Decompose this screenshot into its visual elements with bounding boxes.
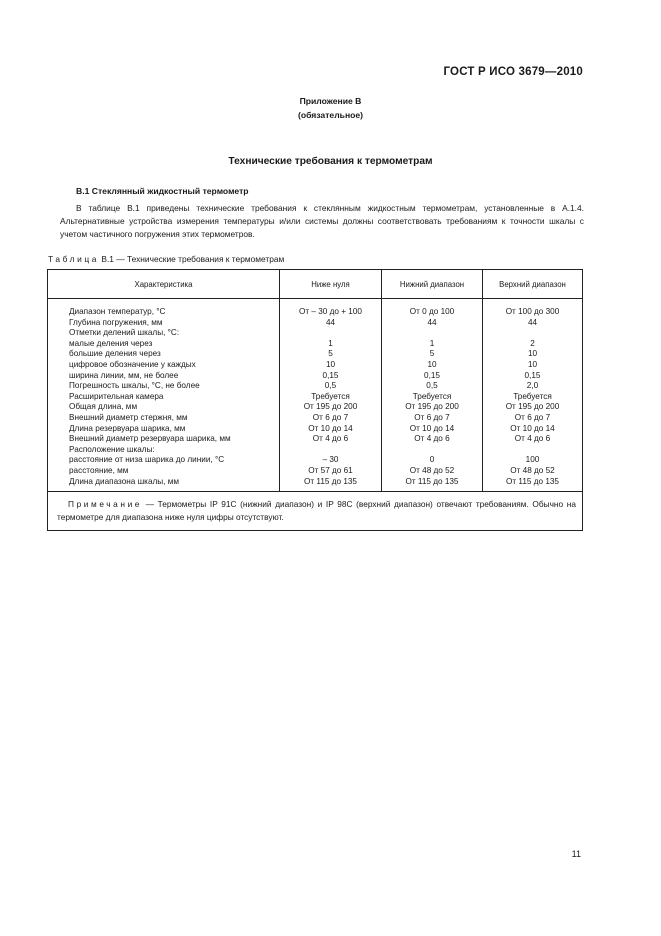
table-row	[48, 318, 583, 329]
row-value-cell: От 10 до 14	[483, 424, 583, 435]
row-value-cell	[483, 328, 583, 339]
row-characteristic-cell: Длина резервуара шарика, мм	[48, 424, 280, 435]
row-value-cell: 0,5	[382, 381, 483, 392]
row-value-cell: 2,0	[483, 381, 583, 392]
row-value-cell: От – 30 до + 100	[280, 299, 382, 318]
row-value-cell: 44	[483, 318, 583, 329]
row-characteristic-cell: Погрешность шкалы, °С, не более	[48, 381, 280, 392]
table-row	[48, 455, 583, 466]
table-row	[48, 445, 583, 456]
table-body	[48, 299, 583, 492]
row-characteristic-cell: Внешний диаметр резервуара шарика, мм	[48, 434, 280, 445]
row-value-cell: От 115 до 135	[483, 477, 583, 492]
row-value-cell: 44	[280, 318, 382, 329]
row-value-cell: От 10 до 14	[280, 424, 382, 435]
row-value-cell	[483, 445, 583, 456]
row-value-cell: 0,5	[280, 381, 382, 392]
row-value-cell: 0,15	[483, 371, 583, 382]
table-row	[48, 339, 583, 350]
row-value-cell: От 4 до 6	[483, 434, 583, 445]
requirements-table-wrapper	[47, 269, 582, 531]
annex-heading	[0, 94, 661, 122]
table-row	[48, 434, 583, 445]
standard-code: ГОСТ Р ИСО 3679—2010	[443, 66, 583, 78]
table-caption	[48, 254, 284, 264]
row-value-cell: От 6 до 7	[382, 413, 483, 424]
row-value-cell: 10	[382, 360, 483, 371]
row-value-cell: 0,15	[382, 371, 483, 382]
section-subheading: В.1 Стеклянный жидкостный термометр	[76, 186, 249, 196]
row-value-cell	[382, 445, 483, 456]
row-characteristic-cell: Внешний диаметр стержня, мм	[48, 413, 280, 424]
note-text: — Термометры IP 91C (нижний диапазон) и IP 98C (верхний диапазон) отвечают требованиям. Обычно на термометре для диапазона ниже нуля цифры отсутствуют.	[57, 499, 576, 523]
row-value-cell: От 195 до 200	[280, 402, 382, 413]
row-value-cell: Требуется	[280, 392, 382, 403]
row-characteristic-cell: Диапазон температур, °С	[48, 299, 280, 318]
requirements-table	[47, 269, 583, 531]
row-value-cell: 0	[382, 455, 483, 466]
row-characteristic-cell: цифровое обозначение у каждых	[48, 360, 280, 371]
table-row	[48, 424, 583, 435]
row-characteristic-cell: ширина линии, мм, не более	[48, 371, 280, 382]
table-row	[48, 299, 583, 318]
table-row	[48, 413, 583, 424]
row-value-cell: Требуется	[483, 392, 583, 403]
annex-title: Приложение В	[299, 96, 362, 106]
row-value-cell: 1	[280, 339, 382, 350]
row-value-cell: 10	[280, 360, 382, 371]
table-row	[48, 381, 583, 392]
table-note	[48, 492, 583, 531]
row-value-cell: 10	[483, 360, 583, 371]
row-value-cell: 5	[280, 349, 382, 360]
row-value-cell: От 10 до 14	[382, 424, 483, 435]
note-label: Примечание	[68, 499, 143, 510]
header-below-zero: Ниже нуля	[280, 270, 382, 299]
header-upper-range: Верхний диапазон	[483, 270, 583, 299]
row-value-cell	[280, 445, 382, 456]
table-caption-prefix: Таблица	[48, 254, 100, 264]
row-value-cell: От 195 до 200	[382, 402, 483, 413]
row-value-cell: Требуется	[382, 392, 483, 403]
row-value-cell	[280, 328, 382, 339]
row-value-cell: 10	[483, 349, 583, 360]
table-row	[48, 349, 583, 360]
header-lower-range: Нижний диапазон	[382, 270, 483, 299]
row-characteristic-cell: расстояние, мм	[48, 466, 280, 477]
row-value-cell: От 4 до 6	[382, 434, 483, 445]
table-row	[48, 392, 583, 403]
table-note-row	[48, 492, 583, 531]
row-characteristic-cell: малые деления через	[48, 339, 280, 350]
row-characteristic-cell: расстояние от низа шарика до линии, °С	[48, 455, 280, 466]
row-value-cell: От 4 до 6	[280, 434, 382, 445]
table-row	[48, 371, 583, 382]
row-value-cell: От 0 до 100	[382, 299, 483, 318]
row-value-cell: 0,15	[280, 371, 382, 382]
row-characteristic-cell: Глубина погружения, мм	[48, 318, 280, 329]
row-characteristic-cell: большие деления через	[48, 349, 280, 360]
row-value-cell: От 115 до 135	[280, 477, 382, 492]
table-header-row	[48, 270, 583, 299]
document-title: Технические требования к термометрам	[228, 156, 433, 167]
row-value-cell: 2	[483, 339, 583, 350]
row-value-cell: От 6 до 7	[483, 413, 583, 424]
row-value-cell: От 100 до 300	[483, 299, 583, 318]
table-row	[48, 466, 583, 477]
table-row	[48, 328, 583, 339]
table-row	[48, 477, 583, 492]
row-value-cell: От 195 до 200	[483, 402, 583, 413]
row-value-cell: От 48 до 52	[382, 466, 483, 477]
page-number: 11	[571, 849, 581, 859]
row-value-cell: От 48 до 52	[483, 466, 583, 477]
row-value-cell: 1	[382, 339, 483, 350]
table-caption-text: В.1 — Технические требования к термометрам	[101, 254, 285, 264]
annex-status: (обязательное)	[297, 110, 364, 120]
row-characteristic-cell: Общая длина, мм	[48, 402, 280, 413]
row-value-cell: От 115 до 135	[382, 477, 483, 492]
table-row	[48, 402, 583, 413]
row-characteristic-cell: Расширительная камера	[48, 392, 280, 403]
row-value-cell: От 57 до 61	[280, 466, 382, 477]
row-value-cell: – 30	[280, 455, 382, 466]
row-characteristic-cell: Расположение шкалы:	[48, 445, 280, 456]
row-value-cell: 44	[382, 318, 483, 329]
row-value-cell: От 6 до 7	[280, 413, 382, 424]
row-characteristic-cell: Длина диапазона шкалы, мм	[48, 477, 280, 492]
row-value-cell: 100	[483, 455, 583, 466]
header-characteristic: Характеристика	[48, 270, 280, 299]
row-characteristic-cell: Отметки делений шкалы, °С:	[48, 328, 280, 339]
table-row	[48, 360, 583, 371]
row-value-cell: 5	[382, 349, 483, 360]
intro-paragraph: В таблице В.1 приведены технические требования к стеклянным жидкостным термометрам, установленные в А.1.4. Альтернативные устройства измерения температуры и/или системы должны соответствовать требованиям к точности шкалы с учетом частичного погружения этих термометров.	[60, 203, 584, 240]
row-value-cell	[382, 328, 483, 339]
